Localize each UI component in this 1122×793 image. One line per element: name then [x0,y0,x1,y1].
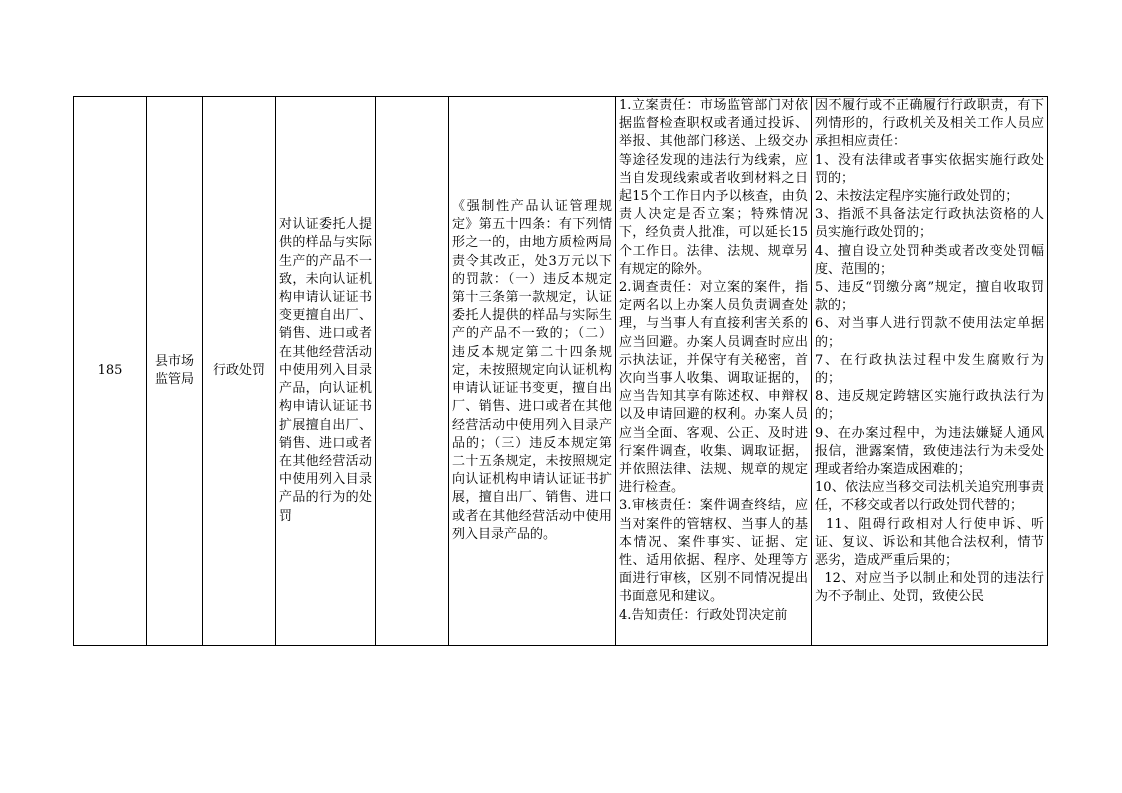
responsibility-table [73,96,1048,646]
accountability-item: 2、未按法定程序实施行政处罚的； [815,189,1019,205]
accountability-item: 6、对当事人进行罚款不使用法定单据的； [815,316,1044,350]
item-name-cell [276,97,376,646]
basis-cell [449,97,616,646]
responsibility-item: 1.立案责任：市场监管部门对依据监督检查职权或者通过投诉、举报、其他部门移送、上级交办等途径发现的违法行为线索，应当自发现线索或者收到材料之日起15个工作日内予以核查，由负责人决定是否立案；特殊情况下，经负责人批准，可以延长15个工作日。法律、法规、规章另有规定的除外。 [619,98,808,277]
legal-basis: 《强制性产品认证管理规定》第五十四条：有下列情形之一的，由地方质检两局责令其改正，处3万元以下的罚款：（一）违反本规定第十三条第一款规定，认证委托人提供的样品与实际生产的产品不一致的；（二）违反本规定第二十四条规定，未按照规定向认证机构申请认证证书变更，擅自出厂、销售、进口或者在其他经营活动中使用列入目录产品的；（三）违反本规定第二十五条规定，未按照规定向认证机构申请认证证书扩展，擅自出厂、销售、进口或者在其他经营活动中使用列入目录产品的。 [452,199,612,542]
accountability-item: 因不履行或不正确履行行政职责，有下列情形的，行政机关及相关工作人员应承担相应责任： [815,98,1044,150]
responsibility-item: 3.审核责任：案件调查终结，应当对案件的管辖权、当事人的基本情况、案件事实、证据、定性、适用依据、程序、处理等方面进行审核，区别不同情况提出书面意见和建议。 [619,498,808,605]
accountability-item: 1、没有法律或者事实依据实施行政处罚的； [815,152,1044,186]
table-row [74,97,1048,646]
department-cell [147,97,203,646]
accountability-text [812,97,1047,645]
responsibility-text [616,97,811,645]
responsibility-item: 4.告知责任：行政处罚决定前 [619,607,788,623]
responsibility-item: 2.调查责任：对立案的案件，指定两名以上办案人员负责调查处理，与当事人有直接利害关系的应当回避。办案人员调查时应出示执法证，并保守有关秘密，首次向当事人收集、调取证据的，应当告知其享有陈述权、申辩权以及申请回避的权利。办案人员应当全面、客观、公正、及时进行案件调查，收集、调取证据，并依照法律、法规、规章的规定进行检查。 [619,280,808,496]
responsibility-cell [616,97,812,646]
accountability-item: 11、阻碍行政相对人行使申诉、听证、复议、诉讼和其他合法权利，情节恶劣，造成严重后果的； [815,516,1045,569]
accountability-item: 8、违反规定跨辖区实施行政执法行为的； [815,389,1044,423]
department: 县市场监管局 [154,353,194,387]
accountability-item: 4、擅自设立处罚种类或者改变处罚幅度、范围的； [815,243,1044,277]
item-name: 对认证委托人提供的样品与实际生产的产品不一致，未向认证机构申请认证证书变更擅自出厂、销售、进口或者在其他经营活动中使用列入目录产品，向认证机构申请认证证书扩展擅自出厂、销售、进口或者在其他经营活动中使用列入目录产品的行为的处罚 [279,217,372,524]
accountability-item: 5、违反“罚缴分离”规定，擅自收取罚款的； [815,280,1044,314]
category-cell: 行政处罚 [203,97,276,646]
empty-cell [376,97,449,646]
accountability-item: 3、指派不具备法定行政执法资格的人员实施行政处罚的； [815,207,1044,241]
accountability-cell [812,97,1048,646]
accountability-item: 7、在行政执法过程中发生腐败行为的； [815,352,1044,387]
accountability-item: 10、依法应当移交司法机关追究刑事责任，不移交或者以行政处罚代替的； [815,480,1044,514]
row-number: 185 [74,97,147,646]
accountability-item: 12、对应当予以制止和处罚的违法行为不予制止、处罚，致使公民 [815,571,1045,605]
accountability-item: 9、在办案过程中，为违法嫌疑人通风报信，泄露案情，致使违法行为未受处理或者给办案造成困难的； [815,425,1044,478]
